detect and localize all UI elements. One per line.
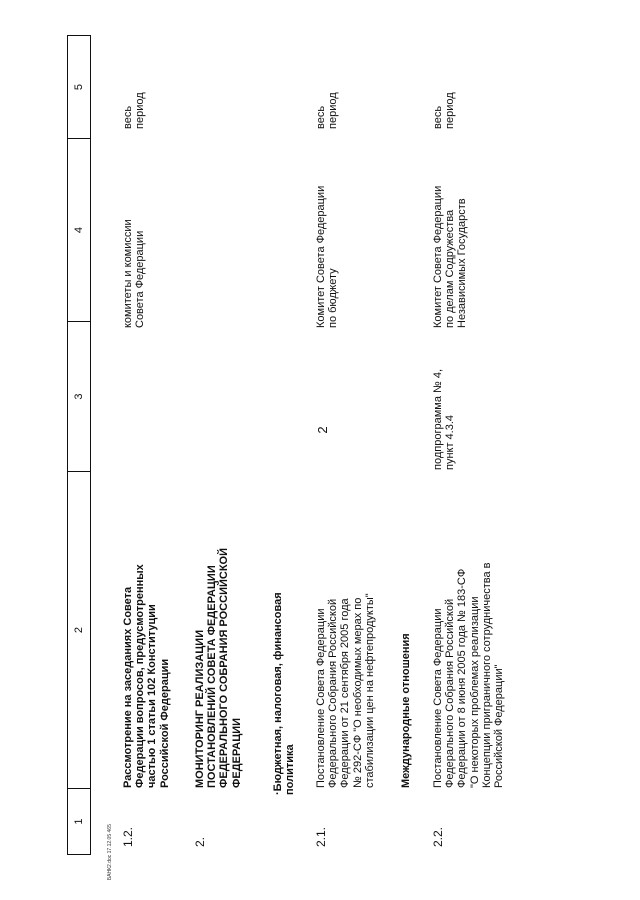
row-responsible: Комитет Совета Федерации по бюджету <box>315 185 340 328</box>
row-text: Постановление Совета Федерации Федерального Собрания Российской Федерации от 8 июня 2005 года № 183-СФ "О некоторых проблемах реализации Концепции приграничного сотрудничества в Российской Федерации" <box>432 562 506 788</box>
row-number: 2. <box>193 836 207 847</box>
row-term: весь период <box>315 92 340 129</box>
subsection-heading: ·Бюджетная, налоговая, финансовая политика <box>272 592 297 795</box>
row-text: Рассмотрение на заседаниях Совета Федерации вопросов, предусмотренных частью 1 статьи 102 Конституции Российской Федерации <box>122 564 171 788</box>
row-number: 2.1. <box>314 826 328 847</box>
row-number: 1.2. <box>121 826 135 847</box>
row-responsible: комитеты и комиссии Совета Федерации <box>122 219 147 328</box>
column-header-4: 4 <box>68 139 90 322</box>
row-responsible: Комитет Совета Федерации по делам Содружества Независимых Государств <box>432 185 469 328</box>
subsection-heading: Международные отношения <box>400 633 412 788</box>
column-header-row <box>67 35 91 855</box>
document-table <box>67 35 582 855</box>
section-heading: МОНИТОРИНГ РЕАЛИЗАЦИИ ПОСТАНОВЛЕНИЙ СОВЕТА ФЕДЕРАЦИИ ФЕДЕРАЛЬНОГО СОБРАНИЯ РОССИЙСКОЙ ФЕДЕРАЦИИ <box>194 547 243 788</box>
column-header-3: 3 <box>68 322 90 472</box>
row-basis: подпрограмма № 4, пункт 4.3.4 <box>432 368 457 470</box>
column-header-2: 2 <box>68 472 90 789</box>
page-number: 2 <box>315 426 330 434</box>
row-term: весь период <box>122 92 147 129</box>
row-term: весь период <box>432 92 457 129</box>
column-header-5: 5 <box>68 36 90 139</box>
row-text: Постановление Совета Федерации Федерального Собрания Российской Федерации от 21 сентября 2005 года № 292-СФ "О необходимых мерах по стабилизации цен на нефтепродукты" <box>315 593 376 788</box>
footer-stamp: БАНК2.doc 17.12.05 465 <box>107 824 113 880</box>
row-number: 2.2. <box>431 826 445 847</box>
column-header-1: 1 <box>73 818 85 825</box>
